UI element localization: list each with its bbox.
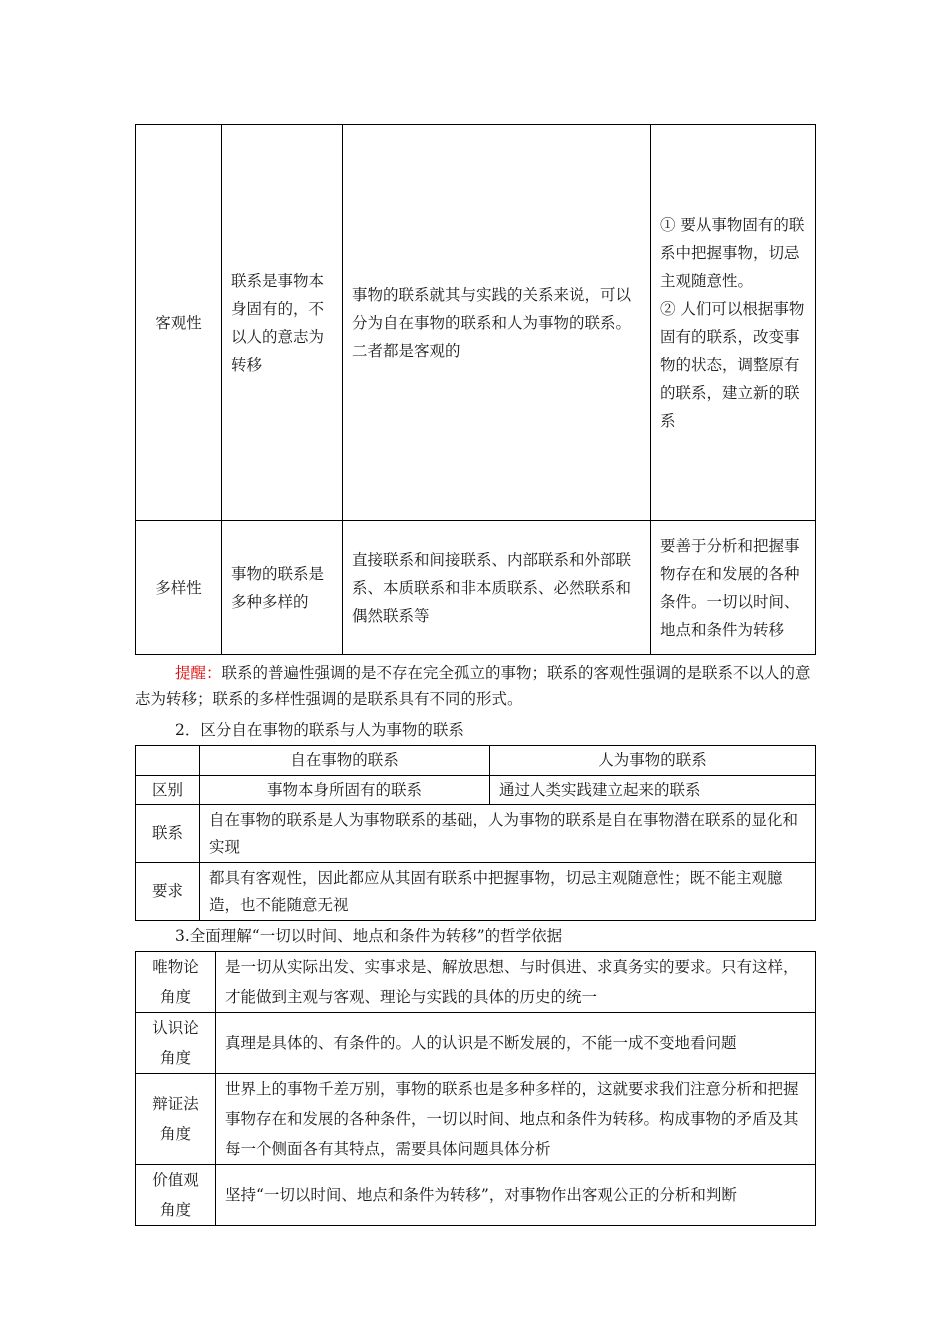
requirement-item: ② 人们可以根据事物固有的联系，改变事物的状态，调整原有的联系，建立新的联系 [660, 299, 805, 430]
requirement-item: ① 要从事物固有的联系中把握事物，切忌主观随意性。 [660, 215, 805, 290]
row-label: 辩证法 角度 [136, 1074, 216, 1165]
table-row [136, 863, 816, 921]
table-row [136, 805, 816, 863]
text-cell: 坚持“一切以时间、地点和条件为转移”，对事物作出客观公正的分析和判断 [216, 1165, 816, 1226]
section-2-title: 2．区分自在事物的联系与人为事物的联系 [175, 721, 464, 739]
content-cell: 联系是事物本身固有的，不以人的意志为转移 [222, 125, 343, 521]
text-cell: 是一切从实际出发、实事求是、解放思想、与时俱进、求真务实的要求。只有这样，才能做到主观与客观、理论与实践的具体的历史的统一 [216, 952, 816, 1013]
row-label: 认识论 角度 [136, 1013, 216, 1074]
link-cell: 自在事物的联系是人为事物联系的基础，人为事物的联系是自在事物潜在联系的显化和实现 [200, 805, 816, 863]
row-label: 要求 [136, 863, 200, 921]
row-label: 多样性 [136, 521, 222, 655]
column-header: 人为事物的联系 [490, 746, 816, 776]
table-row [136, 1074, 816, 1165]
table-row [136, 1013, 816, 1074]
explanation-cell: 事物的联系就其与实践的关系来说，可以分为自在事物的联系和人为事物的联系。二者都是客观的 [343, 125, 651, 521]
table-row [136, 952, 816, 1013]
table-row [136, 1165, 816, 1226]
row-label: 联系 [136, 805, 200, 863]
column-header: 自在事物的联系 [200, 746, 490, 776]
table-header-row [136, 746, 816, 776]
text-cell: 真理是具体的、有条件的。人的认识是不断发展的，不能一成不变地看问题 [216, 1013, 816, 1074]
philosophy-basis-table [135, 951, 816, 1226]
content-cell: 事物的联系是多种多样的 [222, 521, 343, 655]
row-label: 客观性 [136, 125, 222, 521]
requirement-cell: 都具有客观性，因此都应从其固有联系中把握事物，切忌主观随意性；既不能主观臆造，也不能随意无视 [200, 863, 816, 921]
diff-right-cell: 通过人类实践建立起来的联系 [490, 776, 816, 805]
diff-left-cell: 事物本身所固有的联系 [200, 776, 490, 805]
row-label: 唯物论 角度 [136, 952, 216, 1013]
row-label: 价值观 角度 [136, 1165, 216, 1226]
table-row [136, 776, 816, 805]
reminder-text: 联系的普遍性强调的是不存在完全孤立的事物；联系的客观性强调的是联系不以人的意志为转移；联系的多样性强调的是联系具有不同的形式。 [135, 664, 811, 708]
reminder-paragraph [135, 660, 815, 712]
requirement-cell [651, 125, 816, 521]
characteristics-table [135, 124, 816, 655]
explanation-cell: 直接联系和间接联系、内部联系和外部联系、本质联系和非本质联系、必然联系和偶然联系等 [343, 521, 651, 655]
table-row [136, 125, 816, 521]
text-cell: 世界上的事物千差万别，事物的联系也是多种多样的，这就要求我们注意分析和把握事物存在和发展的各种条件，一切以时间、地点和条件为转移。构成事物的矛盾及其每一个侧面各有其特点，需要具体问题具体分析 [216, 1074, 816, 1165]
row-label: 区别 [136, 776, 200, 805]
table-row [136, 521, 816, 655]
requirement-cell: 要善于分析和把握事物存在和发展的各种条件。一切以时间、地点和条件为转移 [651, 521, 816, 655]
section-3-title: 3.全面理解“一切以时间、地点和条件为转移”的哲学依据 [175, 927, 563, 945]
comparison-table [135, 745, 816, 921]
reminder-label: 提醒： [175, 664, 222, 682]
